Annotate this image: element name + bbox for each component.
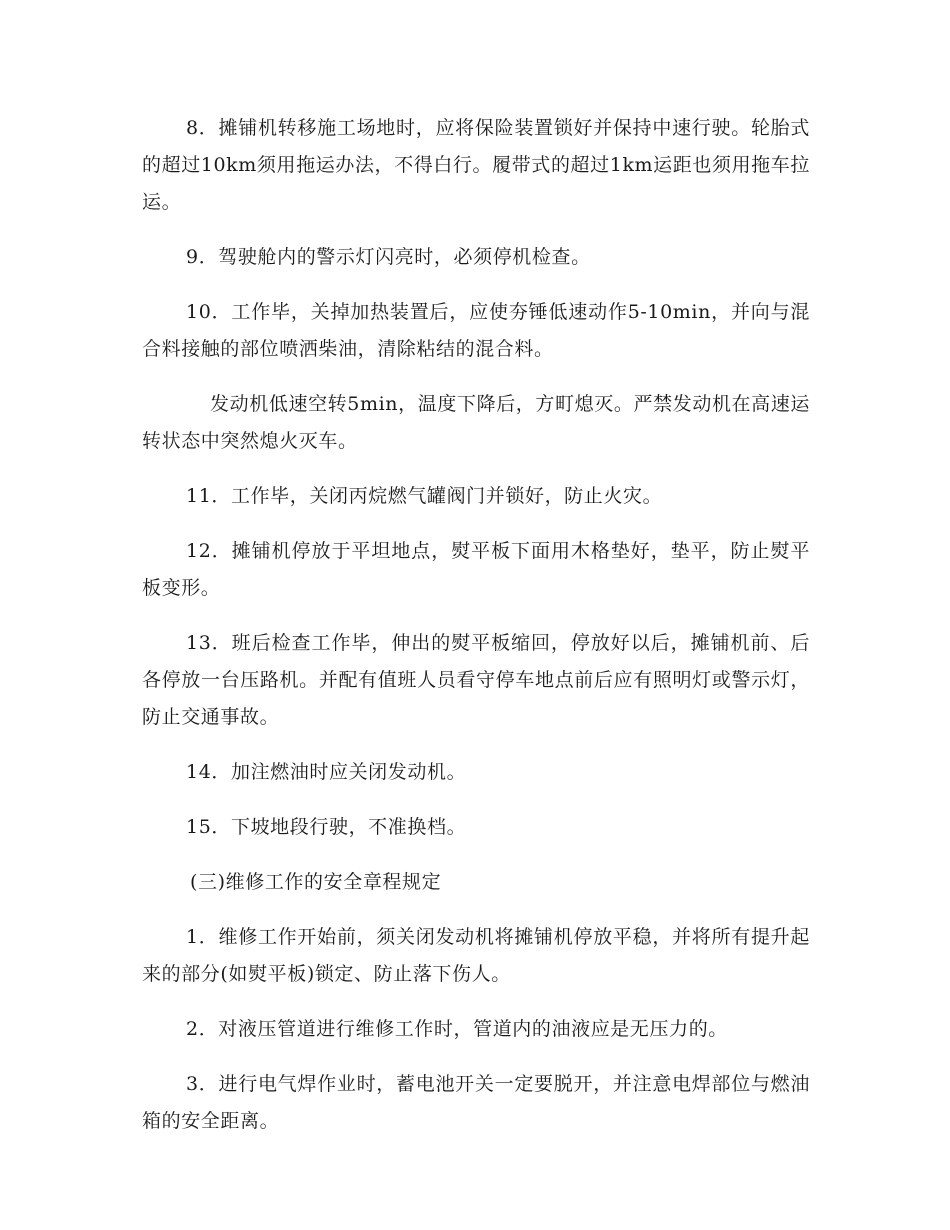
paragraph-item-11: 11．工作毕，关闭丙烷燃气罐阀门并锁好，防止火灾。 — [186, 485, 663, 507]
paragraph-item-9: 9．驾驶舱内的警示灯闪亮时，必须停机检查。 — [186, 246, 591, 268]
paragraph-maint-1: 1．维修工作开始前，须关闭发动机将摊铺机停放平稳，并将所有提升起来的部分(如熨平板)锁定、防止落下伤人。 — [142, 926, 810, 985]
paragraph-item-13: 13．班后检查工作毕，伸出的熨平板缩回，停放好以后，摊铺机前、后各停放一台压路机。并配有值班人员看守停车地点前后应有照明灯或警示灯，防止交通事故。 — [142, 632, 810, 728]
section-heading: (三)维修工作的安全章程规定 — [190, 871, 442, 893]
paragraph-maint-3: 3．进行电气焊作业时，蓄电池开关一定要脱开，并注意电焊部位与燃油箱的安全距离。 — [142, 1073, 810, 1132]
paragraph-item-8: 8．摊铺机转移施工场地时，应将保险装置锁好并保持中速行驶。轮胎式的超过10km须用拖运办法，不得白行。履带式的超过1km运距也须用拖车拉运。 — [142, 117, 810, 213]
paragraph-item-10: 10．工作毕，关掉加热装置后，应使夯锤低速动作5-10min，并向与混合料接触的部位喷洒柴油，清除粘结的混合料。 — [142, 301, 810, 360]
paragraph-item-12: 12．摊铺机停放于平坦地点，熨平板下面用木格垫好，垫平，防止熨平板变形。 — [142, 540, 810, 599]
paragraph-item-15: 15．下坡地段行驶，不准换档。 — [186, 816, 467, 838]
paragraph-item-14: 14．加注燃油时应关闭发动机。 — [186, 761, 467, 783]
paragraph-maint-2: 2．对液压管道进行维修工作时，管道内的油液应是无压力的。 — [186, 1018, 728, 1040]
paragraph-engine-idle: 发动机低速空转5min，温度下降后，方町熄灭。严禁发动机在高速运转状态中突然熄火灭车。 — [142, 393, 810, 452]
